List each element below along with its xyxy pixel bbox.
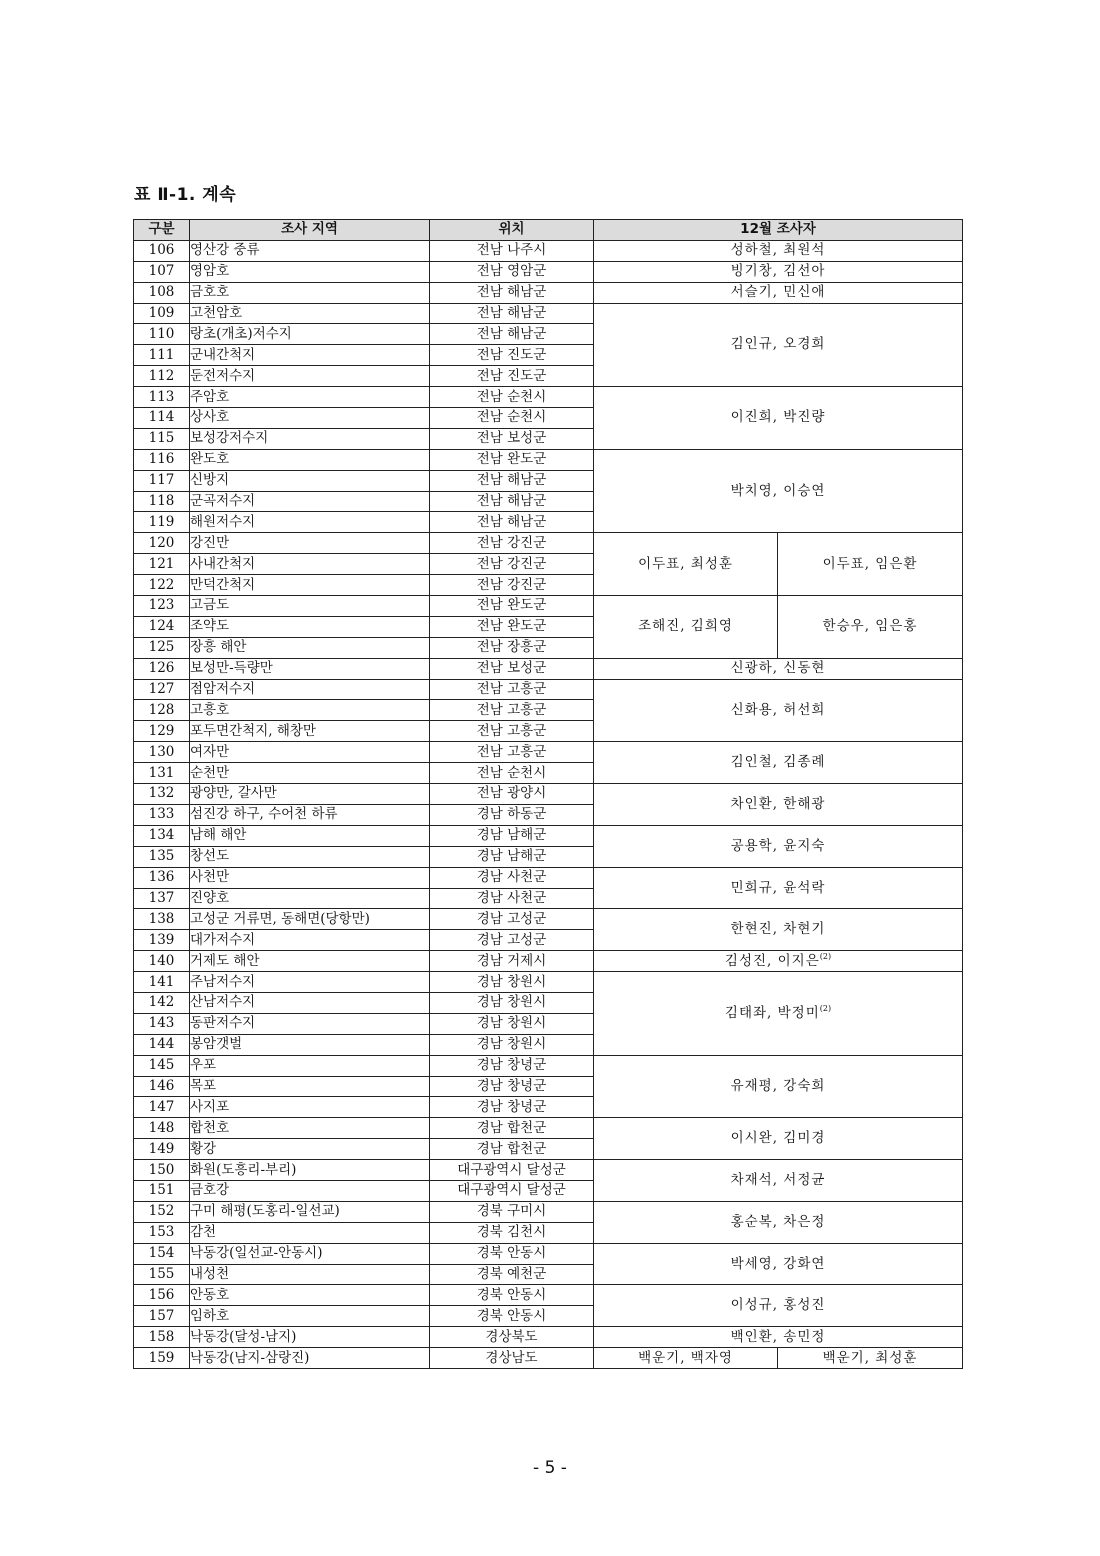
row-number: 136 xyxy=(134,867,190,888)
site-location: 전남 보성군 xyxy=(430,428,594,449)
surveyor-names: 김성진, 이지은 xyxy=(724,952,820,969)
site-location: 대구광역시 달성군 xyxy=(430,1180,594,1201)
row-number: 144 xyxy=(134,1034,190,1055)
survey-site: 영산강 중류 xyxy=(190,240,430,261)
survey-site: 보성만-득량만 xyxy=(190,658,430,679)
table-row xyxy=(134,1118,963,1139)
surveyor-names: 백운기, 최성훈 xyxy=(822,1349,918,1366)
site-location: 경남 창녕군 xyxy=(430,1076,594,1097)
survey-site: 보성강저수지 xyxy=(190,428,430,449)
row-number: 157 xyxy=(134,1306,190,1327)
surveyor-names: 공용학, 윤지숙 xyxy=(730,837,826,854)
table-row xyxy=(134,825,963,846)
survey-site: 주암호 xyxy=(190,387,430,408)
row-number: 141 xyxy=(134,972,190,993)
site-location: 전남 완도군 xyxy=(430,616,594,637)
row-number: 151 xyxy=(134,1180,190,1201)
site-location: 전남 고흥군 xyxy=(430,700,594,721)
surveyor-cell xyxy=(594,1327,963,1348)
survey-site: 금호강 xyxy=(190,1180,430,1201)
survey-site: 사내간척지 xyxy=(190,554,430,575)
survey-site: 영암호 xyxy=(190,261,430,282)
survey-site: 금호호 xyxy=(190,282,430,303)
site-location: 전남 순천시 xyxy=(430,408,594,429)
table-row xyxy=(134,1201,963,1222)
surveyor-cell xyxy=(594,282,963,303)
survey-site: 임하호 xyxy=(190,1306,430,1327)
header-site: 조사 지역 xyxy=(190,220,430,241)
survey-site: 진양호 xyxy=(190,888,430,909)
table-row xyxy=(134,1348,963,1369)
survey-site: 만덕간척지 xyxy=(190,575,430,596)
table-row xyxy=(134,867,963,888)
survey-site: 낙동강(달성-남지) xyxy=(190,1327,430,1348)
surveyor-names: 신화용, 허선희 xyxy=(730,701,826,718)
survey-site: 화원(도흥리-부리) xyxy=(190,1160,430,1181)
row-number: 111 xyxy=(134,345,190,366)
survey-site: 조약도 xyxy=(190,616,430,637)
row-number: 125 xyxy=(134,637,190,658)
row-number: 123 xyxy=(134,596,190,617)
table-header-row xyxy=(134,220,963,241)
survey-site: 내성천 xyxy=(190,1264,430,1285)
surveyor-cell xyxy=(594,1118,963,1160)
row-number: 133 xyxy=(134,804,190,825)
surveyor-names: 신광하, 신동현 xyxy=(730,660,826,677)
site-location: 전남 영암군 xyxy=(430,261,594,282)
survey-site: 동판저수지 xyxy=(190,1013,430,1034)
site-location: 경남 고성군 xyxy=(430,909,594,930)
row-number: 127 xyxy=(134,679,190,700)
row-number: 109 xyxy=(134,303,190,324)
site-location: 경북 예천군 xyxy=(430,1264,594,1285)
page-number: - 5 - xyxy=(533,1458,567,1478)
survey-site: 낙동강(남지-삼랑진) xyxy=(190,1348,430,1369)
survey-site: 고천암호 xyxy=(190,303,430,324)
table-row xyxy=(134,658,963,679)
row-number: 119 xyxy=(134,512,190,533)
surveyor-names: 성하철, 최원석 xyxy=(730,242,826,259)
site-location: 전남 진도군 xyxy=(430,345,594,366)
survey-site: 우포 xyxy=(190,1055,430,1076)
surveyor-names: 한현진, 차현기 xyxy=(730,921,826,938)
table-row xyxy=(134,1327,963,1348)
table-row xyxy=(134,784,963,805)
survey-site: 군곡저수지 xyxy=(190,491,430,512)
table-row xyxy=(134,449,963,470)
survey-site: 감천 xyxy=(190,1222,430,1243)
site-location: 경북 안동시 xyxy=(430,1285,594,1306)
site-location: 경남 고성군 xyxy=(430,930,594,951)
table-row xyxy=(134,1160,963,1181)
survey-site: 상사호 xyxy=(190,408,430,429)
survey-site: 사지포 xyxy=(190,1097,430,1118)
row-number: 114 xyxy=(134,408,190,429)
table-row xyxy=(134,387,963,408)
survey-site: 고흥호 xyxy=(190,700,430,721)
site-location: 경상남도 xyxy=(430,1348,594,1369)
row-number: 150 xyxy=(134,1160,190,1181)
row-number: 158 xyxy=(134,1327,190,1348)
surveyor-cell xyxy=(778,1348,963,1369)
surveyor-cell xyxy=(594,658,963,679)
row-number: 131 xyxy=(134,763,190,784)
surveyor-cell xyxy=(594,825,963,867)
site-location: 전남 광양시 xyxy=(430,784,594,805)
site-location: 전남 완도군 xyxy=(430,596,594,617)
site-location: 전남 강진군 xyxy=(430,533,594,554)
site-location: 전남 고흥군 xyxy=(430,742,594,763)
row-number: 139 xyxy=(134,930,190,951)
row-number: 134 xyxy=(134,825,190,846)
table-title: 표 Ⅱ-1. 계속 xyxy=(134,185,237,205)
surveyor-cell xyxy=(594,784,963,826)
surveyor-cell xyxy=(778,533,963,596)
row-number: 124 xyxy=(134,616,190,637)
site-location: 경상북도 xyxy=(430,1327,594,1348)
survey-site: 고금도 xyxy=(190,596,430,617)
site-location: 전남 장흥군 xyxy=(430,637,594,658)
row-number: 156 xyxy=(134,1285,190,1306)
survey-site: 섬진강 하구, 수어천 하류 xyxy=(190,804,430,825)
survey-site: 점암저수지 xyxy=(190,679,430,700)
row-number: 142 xyxy=(134,992,190,1013)
surveyor-names: 박치영, 이승연 xyxy=(730,482,826,499)
table-row xyxy=(134,909,963,930)
table-row xyxy=(134,533,963,554)
survey-site: 해원저수지 xyxy=(190,512,430,533)
survey-site: 둔전저수지 xyxy=(190,366,430,387)
site-location: 경남 사천군 xyxy=(430,888,594,909)
header-location: 위치 xyxy=(430,220,594,241)
header-surveyor: 12월 조사자 xyxy=(594,220,963,241)
table-row xyxy=(134,240,963,261)
site-location: 경남 남해군 xyxy=(430,825,594,846)
survey-table-body xyxy=(134,240,963,1368)
site-location: 전남 해남군 xyxy=(430,491,594,512)
survey-site: 고성군 거류면, 동해면(당항만) xyxy=(190,909,430,930)
site-location: 전남 고흥군 xyxy=(430,679,594,700)
site-location: 전남 해남군 xyxy=(430,303,594,324)
surveyor-cell xyxy=(594,533,778,596)
row-number: 122 xyxy=(134,575,190,596)
surveyor-names: 차재석, 서정균 xyxy=(730,1171,826,1188)
site-location: 경북 안동시 xyxy=(430,1306,594,1327)
surveyor-cell xyxy=(594,909,963,951)
table-row xyxy=(134,679,963,700)
row-number: 152 xyxy=(134,1201,190,1222)
surveyor-cell xyxy=(594,387,963,450)
row-number: 116 xyxy=(134,449,190,470)
row-number: 113 xyxy=(134,387,190,408)
table-row xyxy=(134,303,963,324)
table-row xyxy=(134,742,963,763)
site-location: 전남 완도군 xyxy=(430,449,594,470)
row-number: 159 xyxy=(134,1348,190,1369)
surveyor-names: 한승우, 임은홍 xyxy=(822,618,918,635)
survey-site: 완도호 xyxy=(190,449,430,470)
site-location: 전남 보성군 xyxy=(430,658,594,679)
site-location: 경북 구미시 xyxy=(430,1201,594,1222)
footnote-mark: (2) xyxy=(819,951,832,961)
row-number: 128 xyxy=(134,700,190,721)
surveyor-names: 빙기창, 김선아 xyxy=(730,263,826,280)
row-number: 143 xyxy=(134,1013,190,1034)
table-row xyxy=(134,261,963,282)
row-number: 145 xyxy=(134,1055,190,1076)
row-number: 147 xyxy=(134,1097,190,1118)
site-location: 경남 거제시 xyxy=(430,951,594,972)
survey-site: 포두면간척지, 해창만 xyxy=(190,721,430,742)
row-number: 106 xyxy=(134,240,190,261)
site-location: 경남 창녕군 xyxy=(430,1055,594,1076)
survey-site: 창선도 xyxy=(190,846,430,867)
row-number: 149 xyxy=(134,1139,190,1160)
site-location: 경남 창원시 xyxy=(430,1013,594,1034)
survey-site: 거제도 해안 xyxy=(190,951,430,972)
surveyor-cell xyxy=(594,867,963,909)
header-no: 구분 xyxy=(134,220,190,241)
row-number: 135 xyxy=(134,846,190,867)
site-location: 전남 강진군 xyxy=(430,575,594,596)
surveyor-names: 이두표, 최성훈 xyxy=(638,555,733,572)
survey-site: 구미 해평(도홍리-일선교) xyxy=(190,1201,430,1222)
survey-site: 순천만 xyxy=(190,763,430,784)
row-number: 140 xyxy=(134,951,190,972)
row-number: 138 xyxy=(134,909,190,930)
survey-site: 합천호 xyxy=(190,1118,430,1139)
survey-table xyxy=(133,219,963,1369)
site-location: 경남 창녕군 xyxy=(430,1097,594,1118)
surveyor-names: 민희규, 윤석락 xyxy=(730,879,826,896)
site-location: 전남 해남군 xyxy=(430,512,594,533)
survey-site: 안동호 xyxy=(190,1285,430,1306)
row-number: 148 xyxy=(134,1118,190,1139)
surveyor-names: 홍순복, 차은정 xyxy=(730,1213,826,1230)
surveyor-cell xyxy=(594,972,963,1056)
row-number: 154 xyxy=(134,1243,190,1264)
surveyor-names: 백운기, 백자영 xyxy=(638,1349,733,1366)
survey-site: 남해 해안 xyxy=(190,825,430,846)
surveyor-cell xyxy=(594,449,963,533)
site-location: 대구광역시 달성군 xyxy=(430,1160,594,1181)
surveyor-cell xyxy=(594,1243,963,1285)
surveyor-cell xyxy=(778,596,963,659)
surveyor-names: 이두표, 임은환 xyxy=(822,555,918,572)
site-location: 경북 김천시 xyxy=(430,1222,594,1243)
survey-site: 대가저수지 xyxy=(190,930,430,951)
survey-site: 황강 xyxy=(190,1139,430,1160)
table-row xyxy=(134,951,963,972)
surveyor-cell xyxy=(594,1160,963,1202)
site-location: 전남 고흥군 xyxy=(430,721,594,742)
surveyor-cell xyxy=(594,303,963,387)
row-number: 146 xyxy=(134,1076,190,1097)
row-number: 121 xyxy=(134,554,190,575)
survey-site: 산남저수지 xyxy=(190,992,430,1013)
site-location: 경남 남해군 xyxy=(430,846,594,867)
table-row xyxy=(134,1055,963,1076)
site-location: 경남 합천군 xyxy=(430,1139,594,1160)
row-number: 126 xyxy=(134,658,190,679)
surveyor-cell xyxy=(594,951,963,972)
surveyor-names: 차인환, 한해광 xyxy=(730,795,826,812)
site-location: 전남 나주시 xyxy=(430,240,594,261)
site-location: 경남 하동군 xyxy=(430,804,594,825)
site-location: 경남 합천군 xyxy=(430,1118,594,1139)
row-number: 155 xyxy=(134,1264,190,1285)
surveyor-cell xyxy=(594,596,778,659)
surveyor-cell xyxy=(594,240,963,261)
surveyor-cell xyxy=(594,1055,963,1118)
site-location: 전남 해남군 xyxy=(430,282,594,303)
site-location: 전남 순천시 xyxy=(430,387,594,408)
row-number: 115 xyxy=(134,428,190,449)
site-location: 경남 창원시 xyxy=(430,972,594,993)
surveyor-cell xyxy=(594,1348,778,1369)
survey-site: 여자만 xyxy=(190,742,430,763)
surveyor-names: 유재평, 강숙희 xyxy=(730,1077,826,1094)
survey-site: 사천만 xyxy=(190,867,430,888)
row-number: 117 xyxy=(134,470,190,491)
footnote-mark: (2) xyxy=(819,1003,832,1013)
surveyor-names: 김인규, 오경희 xyxy=(730,336,826,353)
table-row xyxy=(134,282,963,303)
survey-site: 광양만, 갈사만 xyxy=(190,784,430,805)
survey-site: 랑초(개초)저수지 xyxy=(190,324,430,345)
surveyor-names: 이진희, 박진량 xyxy=(730,409,826,426)
site-location: 전남 해남군 xyxy=(430,470,594,491)
surveyor-names: 김인철, 김종례 xyxy=(730,754,826,771)
surveyor-names: 이성규, 홍성진 xyxy=(730,1297,826,1314)
survey-site: 강진만 xyxy=(190,533,430,554)
site-location: 전남 해남군 xyxy=(430,324,594,345)
site-location: 경남 창원시 xyxy=(430,992,594,1013)
survey-site: 봉암갯벌 xyxy=(190,1034,430,1055)
surveyor-names: 박세영, 강화연 xyxy=(730,1255,826,1272)
row-number: 108 xyxy=(134,282,190,303)
surveyor-names: 서슬기, 민신애 xyxy=(730,284,826,301)
row-number: 107 xyxy=(134,261,190,282)
survey-site: 신방지 xyxy=(190,470,430,491)
surveyor-names: 김태좌, 박정미 xyxy=(724,1004,820,1021)
row-number: 118 xyxy=(134,491,190,512)
surveyor-names: 백인환, 송민정 xyxy=(730,1328,826,1345)
site-location: 전남 강진군 xyxy=(430,554,594,575)
site-location: 경북 안동시 xyxy=(430,1243,594,1264)
row-number: 120 xyxy=(134,533,190,554)
survey-site: 주남저수지 xyxy=(190,972,430,993)
row-number: 137 xyxy=(134,888,190,909)
surveyor-names: 조해진, 김희영 xyxy=(638,618,733,635)
site-location: 경남 사천군 xyxy=(430,867,594,888)
table-row xyxy=(134,596,963,617)
surveyor-cell xyxy=(594,1285,963,1327)
row-number: 153 xyxy=(134,1222,190,1243)
row-number: 132 xyxy=(134,784,190,805)
survey-site: 낙동강(일선교-안동시) xyxy=(190,1243,430,1264)
site-location: 전남 진도군 xyxy=(430,366,594,387)
surveyor-cell xyxy=(594,1201,963,1243)
surveyor-names: 이시완, 김미경 xyxy=(730,1130,826,1147)
row-number: 130 xyxy=(134,742,190,763)
row-number: 112 xyxy=(134,366,190,387)
surveyor-cell xyxy=(594,742,963,784)
surveyor-cell xyxy=(594,679,963,742)
table-row xyxy=(134,1285,963,1306)
surveyor-cell xyxy=(594,261,963,282)
survey-site: 목포 xyxy=(190,1076,430,1097)
site-location: 경남 창원시 xyxy=(430,1034,594,1055)
table-row xyxy=(134,1243,963,1264)
table-row xyxy=(134,972,963,993)
survey-site: 군내간척지 xyxy=(190,345,430,366)
site-location: 전남 순천시 xyxy=(430,763,594,784)
row-number: 129 xyxy=(134,721,190,742)
survey-site: 장흥 해안 xyxy=(190,637,430,658)
row-number: 110 xyxy=(134,324,190,345)
